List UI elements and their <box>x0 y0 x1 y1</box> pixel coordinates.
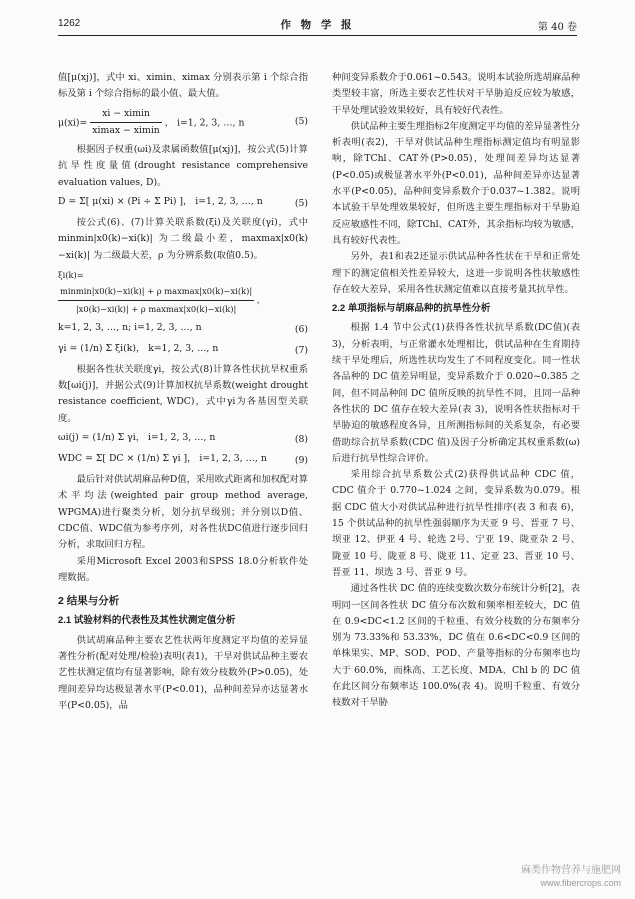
left-column <box>58 70 308 714</box>
subsection-heading: 2.2 单项指标与胡麻品种的抗旱性分析 <box>332 303 491 315</box>
equation-number: (5) <box>294 198 308 210</box>
equation-weight: ωi(j) = (1/n) Σ γi， i=1, 2, 3, …, n (8) <box>58 430 308 448</box>
page-number: 1262 <box>58 18 81 29</box>
paragraph: 最后针对供试胡麻品种D值，采用欧式距离和加权配对算术平均法(weighted pair group method average, WPGMA)进行聚类分析，划分抗旱级别；并分别以D值、CDC值、WDC值为参考序列，对各性状DC值进行逐步回归分析，求取回归方程。 <box>58 474 308 551</box>
journal-title: 作 物 学 报 <box>280 19 355 31</box>
running-header <box>58 15 577 36</box>
paragraph: 另外，表1和表2还显示供试品种各性状在干旱和正常处理下的测定值相关性差异较大，这进一步说明各性状敏感性存在较大差异，采用各性状测定值难以直接考量其抗旱性。 <box>332 251 580 295</box>
paragraph: 根据各性状关联度γi，按公式(8)计算各性状抗旱权重系数[ωi(j)]，并据公式(9)计算加权抗旱系数(weight drought resistance coefficient, WDC)，式中γi为各基因型关联度。 <box>58 363 308 424</box>
equation-correlation-degree: γi = (1/n) Σ ξi(k)， k=1, 2, 3, …, n (7) <box>58 341 308 359</box>
equation-number: (6) <box>294 323 308 335</box>
equation-wdc: WDC = Σ[ DC × (1/n) Σ γi ]， i=1, 2, 3, …, n (9) <box>58 451 308 469</box>
watermark-site-name: 麻类作物营养与施肥网 <box>521 865 621 876</box>
paragraph: 采用Microsoft Excel 2003和SPSS 18.0分析软件处理数据。 <box>58 555 308 583</box>
equation-membership: μ(xi)= $\frac{xi - ximin}{ximax - ximin}$ ， i=1, 2, 3, …, n (5) <box>58 107 308 136</box>
paragraph: 通过各性状 DC 值的连续变数次数分布统计分析[2]，表明同一区间各性状 DC 值分布次数和频率相差较大，DC 值在 0.9<DC<1.2 区间的千粒重、有效分枝数的分布频率分别为 73.33%和 53.33%，DC 值在 0.6<DC<0.9 区间的单株果实、MP、SOD、POD、产量等指标的分布频率也均大于 60.0%，而株高、工艺长度、MDA、Chl b 的 DC 值在此区间分布频率达 100.0%(表 4)。说明千粒重、有效分枝数对干旱胁 <box>332 583 580 709</box>
paragraph: 采用综合抗旱系数公式(2)获得供试品种 CDC 值，CDC 值介于 0.770~1.024 之间，变异系数为0.079。根据 CDC 值大小对供试品种进行抗旱性排序(表 3 和表 6)，15 个供试品种的抗旱性强弱顺序为天亚 9 号、晋亚 7 号、坝亚 12、伊亚 4 号、轮选 2号、宁亚 19、陇亚杂 2 号、陇亚 10 号、陇亚 8 号、陇亚 11、定亚 23、晋亚 10 号、晋亚 11、坝选 3 号、晋亚 9 号。 <box>332 469 580 578</box>
watermark-url: www.fibercrops.com <box>540 878 621 888</box>
paragraph: 值[μ(xj)]，式中 xi、ximin、ximax 分别表示第 i 个综合指标及第 i 个综合指标的最小值、最大值。 <box>58 72 308 100</box>
equation-d-value: D = Σ[ μ(xi) × (Pi ÷ Σ Pi) ]， i=1, 2, 3, …, n (5) <box>58 194 308 212</box>
paragraph: 供试胡麻品种主要农艺性状两年度测定平均值的差异显著性分析(配对处理/检验)表明(表1)，干旱对供试品种主要农艺性状测定值均有显著影响，除有效分枝数外(P>0.05)，处理间差异均达极显著水平(P<0.01)，品种间差异亦达显著水平(P<0.05)，品 <box>58 634 308 711</box>
right-column <box>332 70 580 712</box>
equation-index-range: k=1, 2, 3, …, n; i=1, 2, 3, …, n (6) <box>58 320 308 338</box>
paragraph: 供试品种主要生理指标2年度测定平均值的差异显著性分析表明(表2)，干旱对供试品种生理指标测定值均有明显影响，除TChl、CAT外(P>0.05)，处理间差异均达显著(P<0.05)或极显著水平外(P<0.01)，品种间差异亦达显著水平(P<0.05)，品种间变异系数介于0.037~1.382。说明本试验干旱处理效果较好，但所选主要生理指标对干旱胁迫反应敏感性不同，除TChl、CAT外，其余指标均较为敏感，具有较好代表性。 <box>332 120 580 246</box>
equation-number: (9) <box>294 455 308 467</box>
paragraph: 根据因子权重(ωi)及隶属函数值[μ(xj)]，按公式(5)计算抗旱性度量值(drought resistance comprehensive evaluation values, D)。 <box>58 144 308 188</box>
paragraph: 种间变异系数介于0.061~0.543。说明本试验所选胡麻品种类型较丰富，所选主要农艺性状对干旱胁迫反应较为敏感，干旱处理试验效果较好，具有较好代表性。 <box>332 72 580 116</box>
paragraph: 根据 1.4 节中公式(1)获得各性状抗旱系数(DC值)(表 3)，分析表明，与正常灌水处理相比，供试品种在生育期持续干旱处理后，所选性状均发生了不同程度变化。同一性状各品种的 DC 值差异明显，变异系数介于 0.020~0.385 之间，但不同品种间 DC 值所反映的抗旱性不同，且同一品种各性状的 DC 值存在较大差异(表 3)，说明各性状指标对干旱胁迫的敏感程度各异，且所测指标间的关系复杂，有必要借助综合抗旱系数(CDC 值)及因子分析确定其权重系数(ω)后进行抗旱性综合评价。 <box>332 322 580 464</box>
section-heading: 2 结果与分析 <box>58 595 120 608</box>
equation-number: (7) <box>294 344 308 356</box>
watermark <box>521 865 621 889</box>
volume-label: 第 40 卷 <box>537 22 577 33</box>
equation-correlation-coefficient: ξi(k)= $\frac{\text{minmin|x0(k)−xi(k)| + ρ maxmax|x0(k)−xi(k)|}}{\text{|x0(k)−xi(k)| + ρ maxmax|x0(k)−xi(k)|}}$ ， <box>58 269 266 314</box>
equation-number: (5) <box>294 115 308 127</box>
paragraph: 按公式(6)、(7)计算关联系数(ξi)及关联度(γi)，式中 minmin|x0(k)−xi(k)| 为二级最小差，maxmax|x0(k)−xi(k)| 为二级最大差，ρ 为分辨系数(取值0.5)。 <box>58 217 308 261</box>
equation-number: (8) <box>294 434 308 446</box>
subsection-heading: 2.1 试验材料的代表性及其性状测定值分析 <box>58 615 236 627</box>
